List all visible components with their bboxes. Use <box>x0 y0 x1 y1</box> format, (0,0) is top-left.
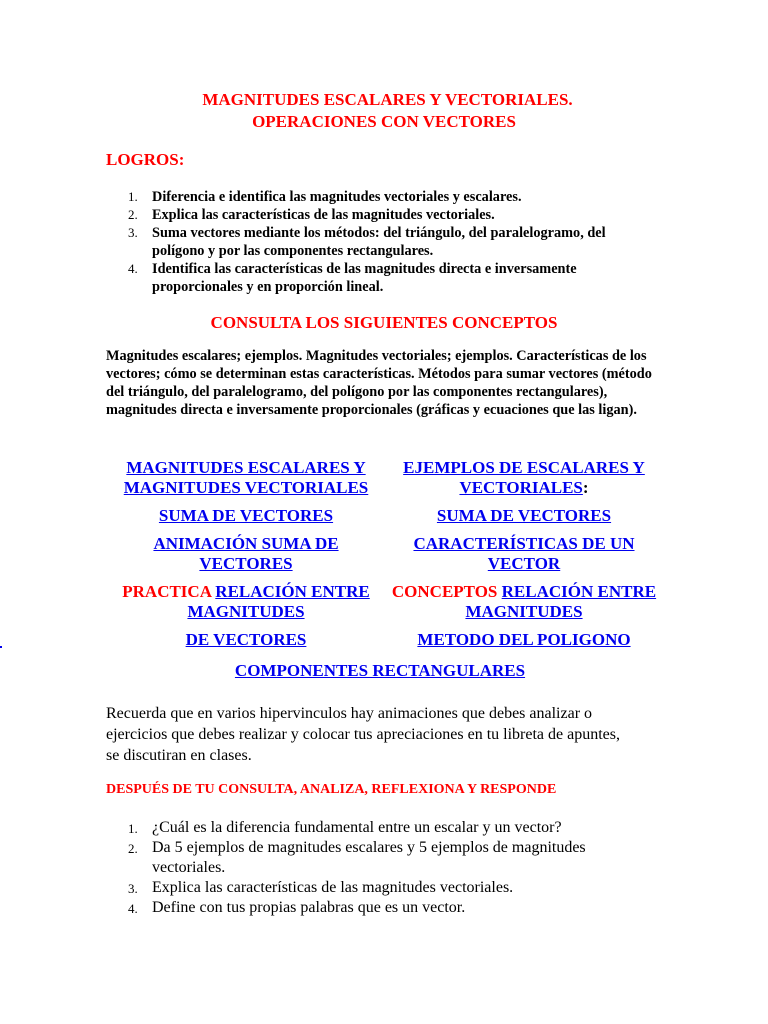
goal-item <box>106 224 646 260</box>
goal-number: 3. <box>128 225 138 240</box>
topic-link[interactable]: RELACIÓN ENTRE MAGNITUDES <box>465 582 657 621</box>
components-link-row <box>0 661 760 681</box>
goal-item <box>106 188 646 206</box>
link-fragment-mark <box>0 646 2 648</box>
goal-item <box>106 260 646 296</box>
question-item <box>106 898 646 918</box>
goals-list <box>106 188 646 296</box>
question-number: 1. <box>128 821 138 836</box>
links-cell <box>386 582 662 622</box>
consulta-heading-text: CONSULTA LOS SIGUIENTES CONCEPTOS <box>210 313 558 332</box>
topic-link[interactable]: DE VECTORES <box>185 630 307 649</box>
goal-text: Diferencia e identifica las magnitudes vectoriales y escalares. <box>152 189 522 205</box>
links-cell <box>386 506 662 526</box>
topic-link[interactable]: SUMA DE VECTORES <box>158 506 334 525</box>
topic-prefix-label: CONCEPTOS <box>391 582 502 601</box>
despues-heading: DESPUÉS DE TU CONSULTA, ANALIZA, REFLEXIONA Y RESPONDE <box>106 782 557 797</box>
topic-prefix-label: PRACTICA <box>122 582 216 601</box>
question-item <box>106 878 646 898</box>
goal-text: Explica las características de las magnitudes vectoriales. <box>152 207 495 223</box>
consulta-heading <box>0 313 768 333</box>
goal-text: Suma vectores mediante los métodos: del triángulo, del paralelogramo, del polígono y por las componentes rectangulares. <box>152 225 606 259</box>
document-title <box>0 89 768 133</box>
links-cell <box>108 582 384 622</box>
question-number: 3. <box>128 881 138 896</box>
question-text: ¿Cuál es la diferencia fundamental entre un escalar y un vector? <box>152 819 562 836</box>
links-cell <box>108 506 384 526</box>
question-text: Da 5 ejemplos de magnitudes escalares y 5 ejemplos de magnitudes vectoriales. <box>152 839 586 876</box>
topic-link[interactable]: CARACTERÍSTICAS DE UN VECTOR <box>413 534 635 573</box>
goal-number: 4. <box>128 261 138 276</box>
links-cell <box>108 534 384 574</box>
question-number: 4. <box>128 901 138 916</box>
topic-link[interactable]: ANIMACIÓN SUMA DE VECTORES <box>153 534 339 573</box>
goal-item <box>106 206 646 224</box>
links-cell <box>108 630 384 650</box>
topic-punctuation: : <box>582 478 589 497</box>
goal-number: 2. <box>128 207 138 222</box>
question-text: Explica las características de las magnitudes vectoriales. <box>152 879 514 896</box>
question-item <box>106 818 646 838</box>
reminder-paragraph: Recuerda que en varios hipervinculos hay animaciones que debes analizar o ejercicios que debes realizar y colocar tus apreciaciones en tu libreta de apuntes, se discutiran en clases. <box>106 705 620 764</box>
links-cell <box>386 458 662 498</box>
links-cell <box>386 630 662 650</box>
title-line-1: MAGNITUDES ESCALARES Y VECTORIALES. <box>202 90 573 109</box>
links-cell <box>108 458 384 498</box>
topic-link[interactable]: EJEMPLOS DE ESCALARES Y VECTORIALES <box>403 458 645 497</box>
questions-list <box>106 818 646 918</box>
topic-link[interactable]: MAGNITUDES ESCALARES Y MAGNITUDES VECTORIALES <box>123 458 369 497</box>
question-number: 2. <box>128 841 138 856</box>
topic-link[interactable]: SUMA DE VECTORES <box>436 506 612 525</box>
title-line-2: OPERACIONES CON VECTORES <box>252 112 516 131</box>
goal-text: Identifica las características de las magnitudes directa e inversamente proporcionales y en proporción lineal. <box>152 261 577 295</box>
topic-link[interactable]: METODO DEL POLIGONO <box>417 630 631 649</box>
goal-number: 1. <box>128 189 138 204</box>
components-rectangular-link[interactable]: COMPONENTES RECTANGULARES <box>234 661 526 680</box>
question-item <box>106 838 646 878</box>
logros-heading: LOGROS: <box>106 150 185 169</box>
concepts-paragraph: Magnitudes escalares; ejemplos. Magnitudes vectoriales; ejemplos. Características de los vectores; cómo se determinan estas características. Métodos para sumar vectores (método del triángulo, del paralelogramo, del polígono por las componentes rectangulares), magnitudes directa e inversamente proporcionales (gráficas y ecuaciones que las ligan). <box>106 348 652 418</box>
question-text: Define con tus propias palabras que es un vector. <box>152 899 466 916</box>
links-cell <box>386 534 662 574</box>
topic-link[interactable]: RELACIÓN ENTRE MAGNITUDES <box>187 582 370 621</box>
